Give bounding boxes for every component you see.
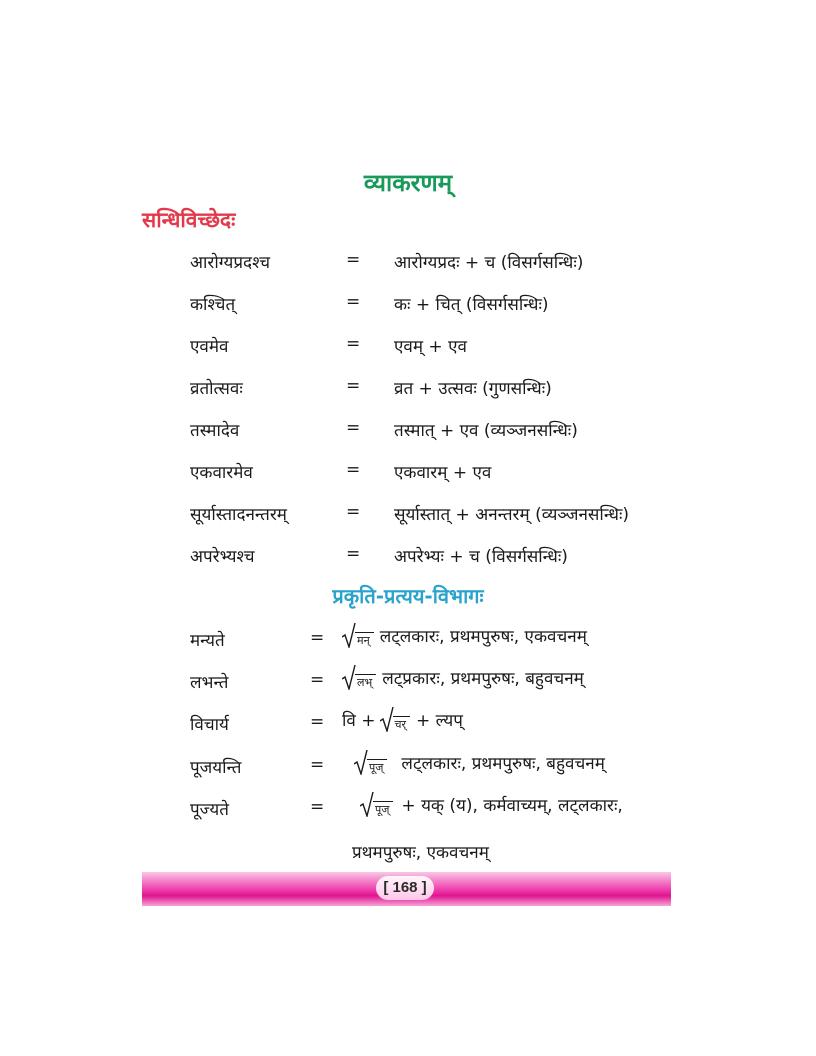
- sandhi-word: एवमेव: [190, 337, 229, 357]
- sandhi-split: अपरेभ्यः + च (विसर्गसन्धिः): [394, 547, 568, 567]
- radical-sign-icon: [360, 791, 374, 817]
- analysis-continuation: प्रथमपुरुषः, एकवचनम्: [352, 843, 489, 863]
- prakriti-analysis: [342, 706, 463, 732]
- equals-sign: =: [346, 250, 361, 270]
- equals-sign: =: [346, 544, 361, 564]
- radical-sign-icon: [354, 749, 368, 775]
- analysis-text: लट्लकारः, प्रथमपुरुषः, एकवचनम्: [379, 626, 587, 647]
- sandhi-word: आरोग्यप्रदश्च: [190, 253, 271, 273]
- sandhi-split: कः + चित् (विसर्गसन्धिः): [394, 295, 549, 315]
- equals-sign: =: [310, 755, 325, 775]
- equals-sign: =: [346, 376, 361, 396]
- root-radical: [380, 706, 410, 732]
- sandhi-split: व्रत + उत्सवः (गुणसन्धिः): [394, 379, 552, 399]
- analysis-text: + यक् (य), कर्मवाच्यम्, लट्लकारः,: [401, 795, 623, 816]
- sandhi-word: अपरेभ्यश्च: [190, 547, 255, 567]
- equals-sign: =: [310, 628, 325, 648]
- prakriti-word: पूजयन्ति: [190, 758, 242, 778]
- page-title: व्याकरणम्: [363, 169, 453, 197]
- equals-sign: =: [346, 460, 361, 480]
- prakriti-word: मन्यते: [190, 631, 225, 651]
- radical-sign-icon: [342, 664, 356, 690]
- equals-sign: =: [310, 712, 325, 732]
- prakriti-word: विचार्य: [190, 715, 229, 735]
- prakriti-heading: प्रकृति-प्रत्यय-विभागः: [332, 584, 484, 608]
- sandhi-split: सूर्यास्तात् + अनन्तरम् (व्यञ्जनसन्धिः): [394, 505, 630, 525]
- root-radical: [342, 622, 374, 648]
- root-radical: [360, 791, 393, 817]
- root-text: पूज्: [373, 801, 393, 817]
- sandhi-split: आरोग्यप्रदः + च (विसर्गसन्धिः): [394, 253, 584, 273]
- equals-sign: =: [310, 670, 325, 690]
- equals-sign: =: [346, 502, 361, 522]
- sandhi-split: एकवारम् + एव: [394, 463, 492, 483]
- analysis-text: लट्लकारः, प्रथमपुरुषः, बहुवचनम्: [401, 753, 605, 774]
- root-text: मन्: [355, 632, 374, 648]
- root-text: चर्: [393, 716, 410, 732]
- prefix: वि +: [342, 710, 376, 731]
- equals-sign: =: [310, 797, 325, 817]
- radical-sign-icon: [380, 706, 394, 732]
- prakriti-analysis: [360, 791, 623, 817]
- sandhi-split: तस्मात् + एव (व्यञ्जनसन्धिः): [394, 421, 578, 441]
- root-text: पूज्: [367, 759, 387, 775]
- sandhi-word: एकवारमेव: [190, 463, 253, 483]
- page-number: [ 168 ]: [376, 876, 434, 900]
- prakriti-analysis: [354, 749, 605, 775]
- analysis-text: लट्प्रकारः, प्रथमपुरुषः, बहुवचनम्: [382, 668, 584, 689]
- root-text: लभ्: [355, 674, 376, 690]
- sandhi-heading: सन्धिविच्छेदः: [142, 208, 236, 232]
- sandhi-word: सूर्यास्तादनन्तरम्: [190, 505, 287, 525]
- prakriti-analysis: [342, 664, 584, 690]
- prakriti-analysis: [342, 622, 587, 648]
- prakriti-word: पूज्यते: [190, 800, 229, 820]
- radical-sign-icon: [342, 622, 356, 648]
- sandhi-word: तस्मादेव: [190, 421, 240, 441]
- equals-sign: =: [346, 334, 361, 354]
- equals-sign: =: [346, 292, 361, 312]
- equals-sign: =: [346, 418, 361, 438]
- root-radical: [342, 664, 376, 690]
- root-radical: [354, 749, 387, 775]
- sandhi-split: एवम् + एव: [394, 337, 467, 357]
- prakriti-word: लभन्ते: [190, 673, 229, 693]
- sandhi-word: व्रतोत्सवः: [190, 379, 243, 399]
- sandhi-word: कश्चित्: [190, 295, 236, 315]
- analysis-text: + ल्यप्: [416, 710, 463, 731]
